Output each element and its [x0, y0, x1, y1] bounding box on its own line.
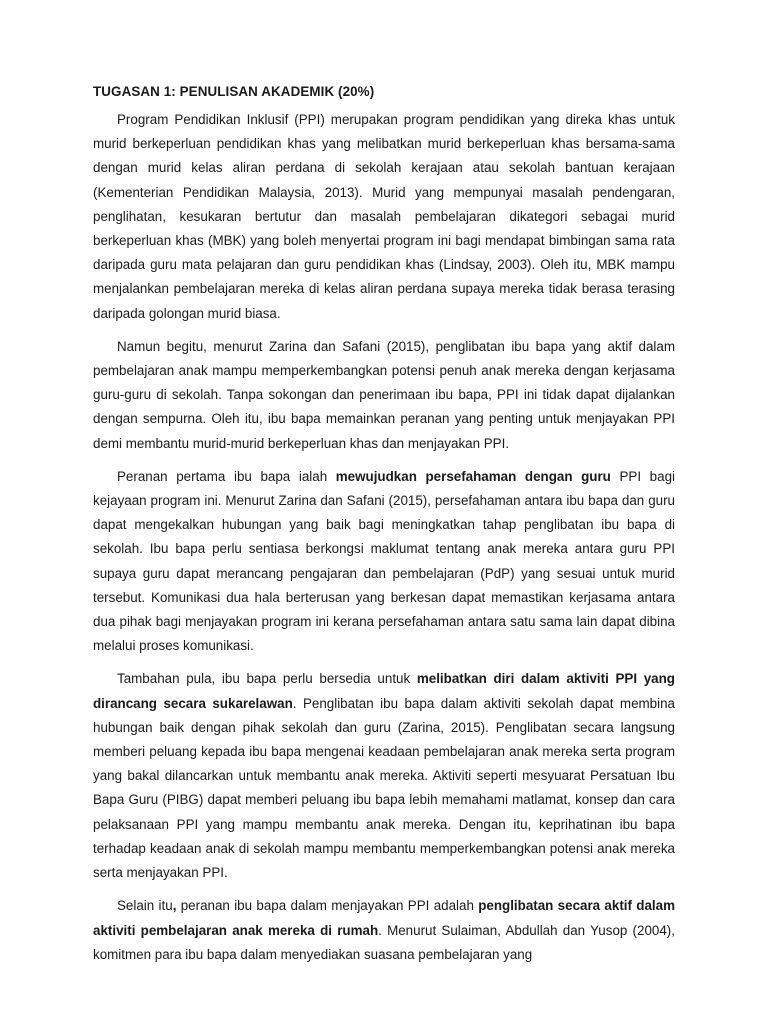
document-title: TUGASAN 1: PENULISAN AKADEMIK (20%) [93, 84, 375, 99]
paragraph-text: PPI bagi kejayaan program ini. Menurut Zarina dan Safani (2015), persefahaman antara ibu bapa dan guru dapat mengekalkan hubungan yang baik bagi meningkatkan tahap penglibatan ibu bapa di sekolah. Ibu bapa perlu sentiasa berkongsi maklumat tentang anak mereka antara guru PPI supaya guru dapat merancang pengajaran dan pembelajaran (PdP) yang sesuai untuk murid tersebut. Komunikasi dua hala berterusan yang berkesan dapat memastikan kerjasama antara dua pihak bagi menjayakan program ini kerana persefahaman antara satu sama lain dapat dibina melalui proses komunikasi. [93, 468, 675, 654]
bold-emphasis: , [172, 898, 177, 914]
paragraph-text: Selain itu [117, 898, 173, 914]
bold-emphasis: melibatkan diri dalam aktiviti PPI yang dirancang secara sukarelawan [93, 671, 675, 711]
document-page [93, 80, 675, 976]
paragraph-text: . Menurut Sulaiman, Abdullah dan Yusop (2004), komitmen para ibu bapa dalam menyediakan suasana pembelajaran yang [93, 922, 675, 962]
bold-emphasis: mewujudkan persefahaman dengan guru [335, 468, 611, 484]
paragraph-text: . Penglibatan ibu bapa dalam aktiviti sekolah dapat membina hubungan baik dengan pihak sekolah dan guru (Zarina, 2015). Penglibatan secara langsung memberi peluang kepada ibu bapa mengenai keadaan pembelajaran anak mereka serta program yang bakal dilancarkan untuk membantu anak mereka. Aktiviti seperti mesyuarat Persatuan Ibu Bapa Guru (PIBG) dapat memberi peluang ibu bapa lebih memahami matlamat, konsep dan cara pelaksanaan PPI yang mampu membantu anak mereka. Dengan itu, keprihatinan ibu bapa terhadap keadaan anak di sekolah mampu membantu memperkembangkan potensi anak mereka serta menjayakan PPI. [93, 695, 675, 881]
bold-emphasis: penglibatan secara aktif dalam aktiviti pembelajaran anak mereka di rumah [93, 898, 675, 938]
paragraph-text: peranan ibu bapa dalam menjayakan PPI adalah [176, 898, 479, 914]
paragraph-text: Tambahan pula, ibu bapa perlu bersedia untuk [117, 671, 417, 687]
paragraph-text: Peranan pertama ibu bapa ialah [117, 468, 336, 484]
paragraph-1 [93, 108, 675, 326]
paragraph-5 [93, 894, 675, 967]
paragraph-3 [93, 465, 675, 659]
paragraph-4 [93, 667, 675, 885]
paragraph-2 [93, 335, 675, 456]
paragraph-text: Program Pendidikan Inklusif (PPI) merupakan program pendidikan yang direka khas untuk murid berkeperluan pendidikan khas yang melibatkan murid berkeperluan khas bersama-sama dengan murid kelas aliran perdana di sekolah kerajaan atau sekolah bantuan kerajaan (Kementerian Pendidikan Malaysia, 2013). Murid yang mempunyai masalah pendengaran, penglihatan, kesukaran bertutur dan masalah pembelajaran dikategori sebagai murid berkeperluan khas (MBK) yang boleh menyertai program ini bagi mendapat bimbingan sama rata daripada guru mata pelajaran dan guru pendidikan khas (Lindsay, 2003). Oleh itu, MBK mampu menjalankan pembelajaran mereka di kelas aliran perdana supaya mereka tidak berasa terasing daripada golongan murid biasa. [93, 112, 675, 321]
paragraph-text: Namun begitu, menurut Zarina dan Safani (2015), penglibatan ibu bapa yang aktif dalam pembelajaran anak mampu memperkembangkan potensi penuh anak mereka dengan kerjasama guru-guru di sekolah. Tanpa sokongan dan penerimaan ibu bapa, PPI ini tidak dapat dijalankan dengan sempurna. Oleh itu, ibu bapa memainkan peranan yang penting untuk menjayakan PPI demi membantu murid-murid berkeperluan khas dan menjayakan PPI. [93, 338, 675, 451]
